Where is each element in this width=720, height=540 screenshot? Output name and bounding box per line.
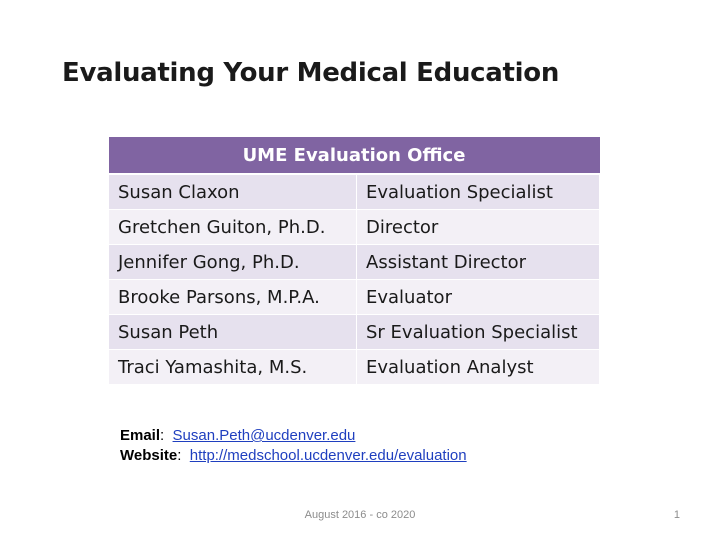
staff-role: Assistant Director	[357, 245, 600, 280]
slide-footer: August 2016 - co 2020	[304, 509, 416, 521]
email-label: Email	[120, 427, 161, 444]
staff-name: Gretchen Guiton, Ph.D.	[109, 210, 357, 245]
website-line: Website: http://medschool.ucdenver.edu/evaluation	[120, 447, 467, 464]
contact-block	[120, 426, 467, 466]
website-link[interactable]: http://medschool.ucdenver.edu/evaluation	[189, 447, 467, 464]
staff-role: Evaluator	[357, 280, 600, 315]
staff-table	[108, 137, 600, 385]
table-row	[109, 350, 600, 385]
website-label: Website	[120, 447, 178, 464]
staff-name: Susan Claxon	[109, 174, 357, 210]
staff-role: Evaluation Analyst	[357, 350, 600, 385]
table-header-row	[109, 137, 600, 174]
email-line: Email: Susan.Peth@ucdenver.edu	[120, 427, 356, 444]
staff-name: Susan Peth	[109, 315, 357, 350]
table-row	[109, 245, 600, 280]
table-row	[109, 315, 600, 350]
table-row	[109, 210, 600, 245]
staff-name: Brooke Parsons, M.P.A.	[109, 280, 357, 315]
staff-name: Traci Yamashita, M.S.	[109, 350, 357, 385]
staff-role: Evaluation Specialist	[357, 174, 600, 210]
staff-name: Jennifer Gong, Ph.D.	[109, 245, 357, 280]
slide-title: Evaluating Your Medical Education	[62, 58, 560, 88]
page-number: 1	[673, 509, 680, 521]
table-row	[109, 280, 600, 315]
table-row	[109, 174, 600, 210]
email-link[interactable]: Susan.Peth@ucdenver.edu	[172, 427, 356, 444]
staff-role: Director	[357, 210, 600, 245]
table-header: UME Evaluation Office	[109, 137, 600, 174]
staff-role: Sr Evaluation Specialist	[357, 315, 600, 350]
